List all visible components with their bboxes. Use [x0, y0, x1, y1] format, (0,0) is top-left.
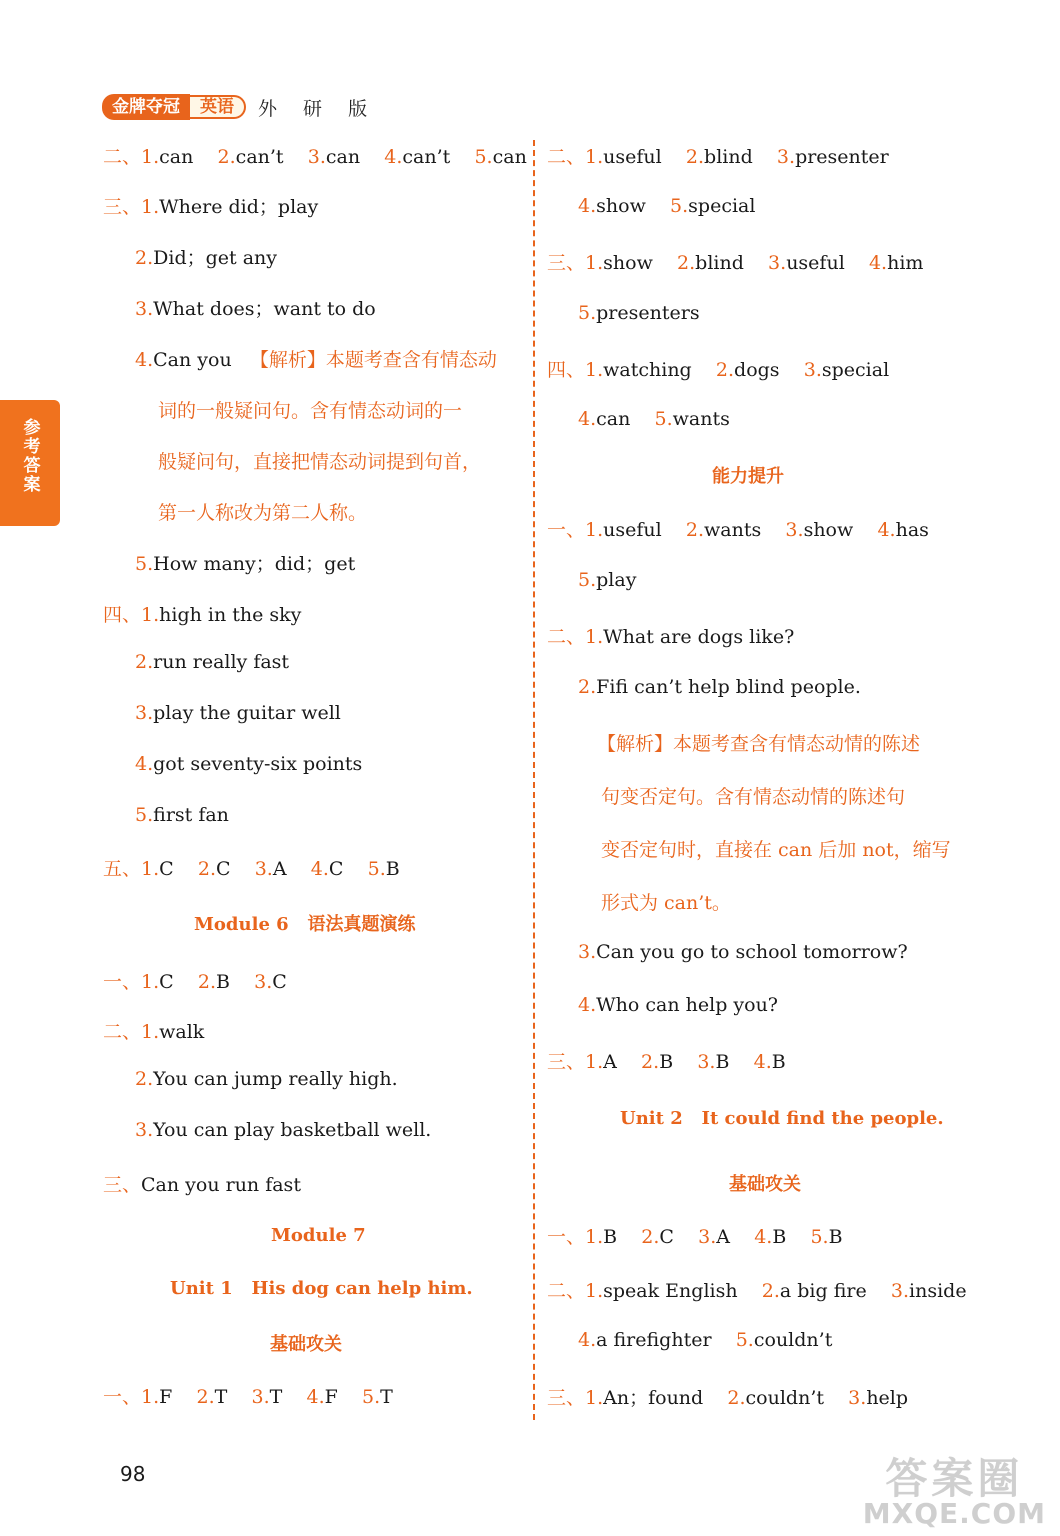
answer-line: 四、1.high in the sky: [103, 604, 302, 626]
analysis-text: 【解析】本题考查含有情态动情的陈述: [597, 733, 921, 755]
answer-line: 4.got seventy-six points: [135, 753, 363, 775]
column-divider: [533, 140, 535, 1420]
answer-line: 2.You can jump really high.: [135, 1068, 398, 1090]
side-tab-label: 参考答案: [19, 418, 40, 494]
answer-line: 二、1.walk: [103, 1021, 205, 1043]
answer-line: 5.How many；did；get: [135, 553, 356, 575]
answer-line: 三、1.An；found 2.couldn’t 3.help: [547, 1387, 909, 1409]
answer-line: 一、1.C 2.B 3.C: [103, 971, 287, 993]
answer-line: 三、1.show 2.blind 3.useful 4.him: [547, 252, 924, 274]
analysis-text: 变否定句时，直接在 can 后加 not，缩写: [601, 839, 951, 861]
analysis-text: 第一人称改为第二人称。: [158, 502, 368, 524]
answer-line: 一、1.B 2.C 3.A 4.B 5.B: [547, 1226, 843, 1248]
answer-line: 5.presenters: [578, 302, 700, 324]
answer-line: 5.first fan: [135, 804, 229, 826]
answer-line: 三、1.A 2.B 3.B 4.B: [547, 1051, 786, 1073]
edition-label: 外 研 版: [258, 97, 378, 120]
subsection-heading: 能力提升: [712, 466, 784, 487]
page-number: 98: [120, 1462, 146, 1486]
answer-line: 4.can 5.wants: [578, 408, 730, 430]
answer-line: 一、1.F 2.T 3.T 4.F 5.T: [103, 1386, 393, 1408]
answer-line: 二、1.useful 2.blind 3.presenter: [547, 146, 889, 168]
answer-line: 二、1.What are dogs like?: [547, 626, 795, 648]
answer-line: 一、1.useful 2.wants 3.show 4.has: [547, 519, 929, 541]
analysis-text: 般疑问句，直接把情态动词提到句首，: [158, 451, 482, 473]
subject-label: 英语: [190, 95, 246, 119]
answer-line: 3.What does；want to do: [135, 298, 376, 320]
side-tab: [0, 400, 60, 526]
section-heading: Module 6 语法真题演练: [194, 914, 416, 935]
answer-line: 四、1.watching 2.dogs 3.special: [547, 359, 890, 381]
subsection-heading: 基础攻关: [270, 1334, 342, 1355]
answer-line: 2.Fifi can’t help blind people.: [578, 676, 861, 698]
answer-line: 4.show 5.special: [578, 195, 756, 217]
analysis-text: 句变否定句。含有情态动情的陈述句: [601, 786, 906, 808]
answer-line: 4.Who can help you?: [578, 994, 778, 1016]
answer-line: 二、1.speak English 2.a big fire 3.inside: [547, 1280, 967, 1302]
answer-line: 3.play the guitar well: [135, 702, 341, 724]
answer-line: 2.run really fast: [135, 651, 290, 673]
module-heading: Module 7: [271, 1225, 366, 1246]
answer-line: 三、Can you run fast: [103, 1174, 301, 1196]
analysis-text: 形式为 can’t。: [601, 892, 731, 914]
answer-line: 4.a firefighter 5.couldn’t: [578, 1329, 833, 1351]
answer-line: 三、1.Where did；play: [103, 196, 319, 218]
answer-line: 3.You can play basketball well.: [135, 1119, 432, 1141]
page-header: [102, 94, 377, 120]
answer-line: 5.play: [578, 569, 637, 591]
answer-line: 3.Can you go to school tomorrow?: [578, 941, 908, 963]
brand-label: 金牌夺冠: [102, 94, 190, 120]
answer-line: 二、1.can 2.can’t 3.can 4.can’t 5.can: [103, 146, 527, 168]
answer-line: 4.Can you 【解析】本题考查含有情态动: [135, 349, 497, 371]
subsection-heading: 基础攻关: [729, 1174, 801, 1195]
unit-heading: Unit 1 His dog can help him.: [170, 1278, 473, 1299]
analysis-text: 词的一般疑问句。含有情态动词的一: [158, 400, 463, 422]
analysis-text: 【解析】本题考查含有情态动: [249, 349, 497, 371]
answer-line: 2.Did；get any: [135, 247, 277, 269]
answer-line: 五、1.C 2.C 3.A 4.C 5.B: [103, 858, 400, 880]
watermark-logo: 答案圈 MXQE.COM: [862, 1454, 1046, 1530]
unit-heading: Unit 2 It could find the people.: [620, 1108, 944, 1129]
